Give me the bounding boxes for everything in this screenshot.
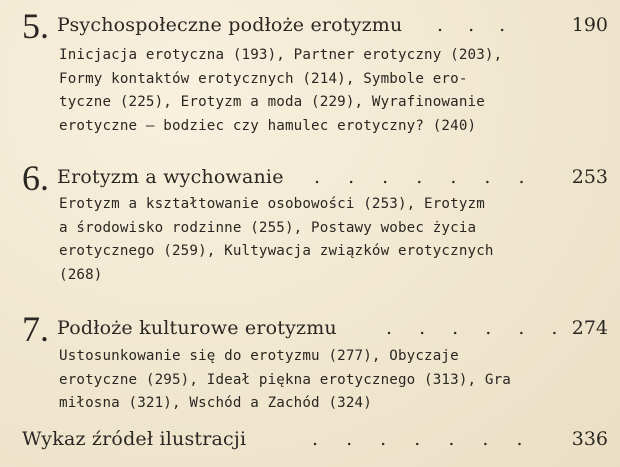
chapter-page-number: 190 bbox=[571, 14, 608, 36]
entry-page-number: 336 bbox=[571, 428, 608, 450]
chapter-title: Psychospołeczne podłoże erotyzmu bbox=[57, 14, 403, 36]
subsection-line: Erotyzm a kształtowanie osobowości (253), Erotyzm bbox=[59, 196, 485, 212]
chapter-page-number: 274 bbox=[571, 317, 608, 339]
leader-dots: . . . . . . . bbox=[314, 166, 525, 188]
leader-dots: . . . bbox=[437, 14, 506, 36]
leader-dots: . . . . . . bbox=[386, 317, 558, 339]
toc-entry-illustration-sources bbox=[22, 428, 608, 454]
toc-entry-chapter-7 bbox=[22, 309, 608, 411]
subsection-line: tyczne (225), Erotyzm a moda (229), Wyrafinowanie bbox=[59, 94, 485, 110]
subsection-line: miłosna (321), Wschód a Zachód (324) bbox=[59, 395, 372, 411]
toc-entry-chapter-5 bbox=[22, 6, 608, 134]
toc-entry-chapter-6 bbox=[22, 158, 608, 283]
chapter-subsections bbox=[59, 345, 579, 416]
chapter-heading bbox=[22, 6, 608, 46]
subsection-line: a środowisko rodzinne (255), Postawy wobec życia bbox=[59, 219, 477, 236]
subsection-line: erotycznego (259), Kultywacja związków erotycznych bbox=[59, 243, 494, 259]
chapter-number: 5. bbox=[22, 6, 49, 46]
subsection-line: Formy kontaktów erotycznych (214), Symbole ero- bbox=[59, 70, 468, 87]
chapter-page-number: 253 bbox=[571, 166, 608, 188]
subsection-line: (268) bbox=[59, 266, 103, 283]
subsection-line: erotyczne (295), Ideał piękna erotycznego (313), Gra bbox=[59, 371, 511, 388]
chapter-title: Podłoże kulturowe erotyzmu bbox=[57, 317, 337, 339]
subsection-line: Inicjacja erotyczna (193), Partner erotyczny (203), bbox=[59, 47, 503, 63]
chapter-number: 7. bbox=[22, 309, 49, 349]
chapter-heading bbox=[22, 158, 608, 198]
chapter-heading bbox=[22, 309, 608, 349]
subsection-line: erotyczne — bodziec czy hamulec erotyczny? (240) bbox=[59, 117, 477, 134]
leader-dots: . . . . . . . bbox=[312, 428, 523, 450]
chapter-title: Erotyzm a wychowanie bbox=[57, 166, 284, 188]
subsection-line: Ustosunkowanie się do erotyzmu (277), Obyczaje bbox=[59, 348, 459, 364]
entry-title: Wykaz źródeł ilustracji bbox=[22, 428, 247, 450]
chapter-subsections bbox=[59, 193, 579, 287]
chapter-number: 6. bbox=[22, 158, 49, 198]
chapter-subsections bbox=[59, 44, 579, 138]
